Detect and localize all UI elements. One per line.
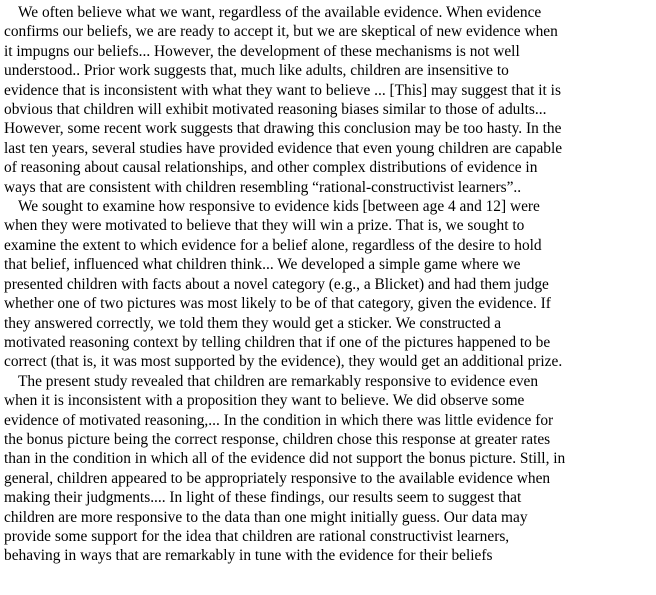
text-line: the bonus picture being the correct response, children chose this response at greater rates <box>4 430 551 448</box>
text-line: However, some recent work suggests that drawing this conclusion may be too hasty. In the <box>4 120 562 138</box>
text-line: confirms our beliefs, we are ready to accept it, but we are skeptical of new evidence when <box>4 23 558 41</box>
text-line: We often believe what we want, regardless of the available evidence. When evidence <box>18 4 542 21</box>
text-line: behaving in ways that are remarkably in tune with the evidence for their beliefs <box>4 547 493 565</box>
text-line: than in the condition in which all of the evidence did not support the bonus picture. Still, in <box>4 450 566 468</box>
text-line: they answered correctly, we told them they would get a sticker. We constructed a <box>4 314 502 332</box>
text-line: provide some support for the idea that children are rational constructivist learners, <box>4 527 510 545</box>
text-line: understood.. Prior work suggests that, much like adults, children are insensitive to <box>4 62 509 80</box>
text-line: whether one of two pictures was most likely to be of that category, given the evidence. If <box>4 295 551 313</box>
text-line: motivated reasoning context by telling children that if one of the pictures happened to be <box>4 333 551 351</box>
text-line: of reasoning about causal relationships, and other complex distributions of evidence in <box>4 159 538 177</box>
text-line: presented children with facts about a novel category (e.g., a Blicket) and had them judge <box>4 275 549 293</box>
text-line: ways that are consistent with children resembling “rational-constructivist learners”.. <box>4 178 522 196</box>
text-line: last ten years, several studies have provided evidence that even young children are capable <box>4 139 563 157</box>
text-line: making their judgments.... In light of these findings, our results seem to suggest that <box>4 489 522 507</box>
text-line: it impugns our beliefs... However, the development of these mechanisms is not well <box>4 42 520 60</box>
text-line: when it is inconsistent with a proposition they want to believe. We did observe some <box>4 392 525 410</box>
text-line: that belief, influenced what children think... We developed a simple game where we <box>4 256 521 274</box>
text-line: when they were motivated to believe that they will win a prize. That is, we sought to <box>4 217 525 235</box>
paragraph-3 <box>4 372 652 566</box>
text-line: examine the extent to which evidence for a belief alone, regardless of the desire to hold <box>4 236 542 254</box>
text-line: correct (that is, it was most supported by the evidence), they would get an additional prize. <box>4 353 563 371</box>
text-line: We sought to examine how responsive to evidence kids [between age 4 and 12] were <box>18 198 540 216</box>
paragraph-2 <box>4 197 652 372</box>
text-line: general, children appeared to be appropriately responsive to the available evidence when <box>4 469 551 487</box>
text-line: The present study revealed that children are remarkably responsive to evidence even <box>18 372 539 390</box>
text-line: evidence that is inconsistent with what they want to believe ... [This] may suggest that it is <box>4 81 561 99</box>
text-line: evidence of motivated reasoning,... In the condition in which there was little evidence for <box>4 411 554 429</box>
text-line: obvious that children will exhibit motivated reasoning biases similar to those of adults... <box>4 101 547 119</box>
paragraph-1 <box>4 3 652 197</box>
text-line: children are more responsive to the data than one might initially guess. Our data may <box>4 508 528 526</box>
